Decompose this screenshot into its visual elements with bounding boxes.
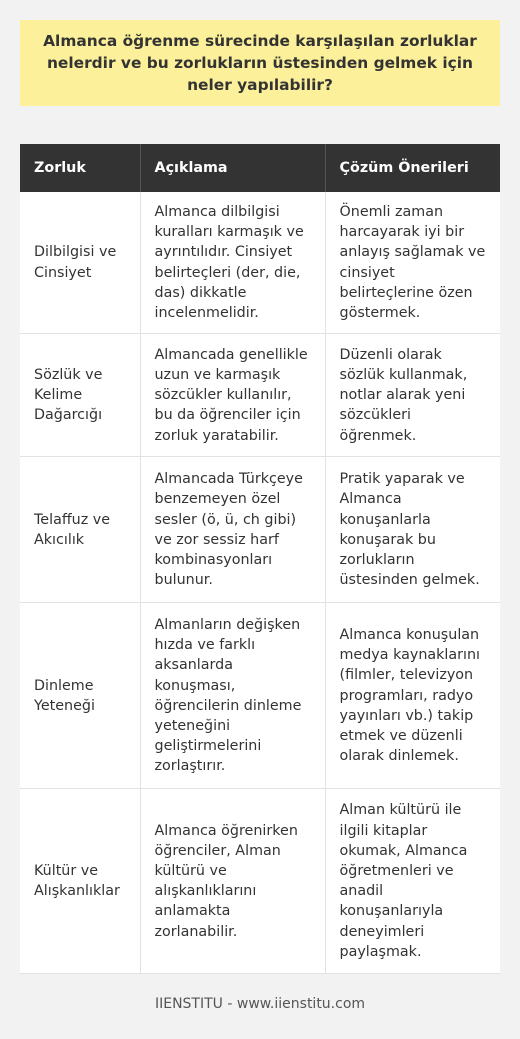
table-header-row <box>20 144 500 192</box>
cell-cozum: Önemli zaman harcayarak iyi bir anlayış sağlamak ve cinsiyet belirteçlerine özen göstermek. <box>325 192 500 334</box>
footer-credit: IIENSTITU - www.iienstitu.com <box>154 996 366 1012</box>
table-row <box>20 603 500 789</box>
cell-zorluk: Dilbilgisi ve Cinsiyet <box>20 192 140 334</box>
table-row <box>20 334 500 457</box>
header-zorluk: Zorluk <box>20 144 140 192</box>
cell-cozum: Almanca konuşulan medya kaynaklarını (filmler, televizyon programları, radyo yayınları vb.) takip etmek ve düzenli olarak dinlemek. <box>325 603 500 789</box>
page-title: Almanca öğrenme sürecinde karşılaşılan zorluklar nelerdir ve bu zorlukların üstesinden gelmek için neler yapılabilir? <box>20 20 500 106</box>
cell-cozum: Pratik yaparak ve Almanca konuşanlarla konuşarak bu zorlukların üstesinden gelmek. <box>325 457 500 603</box>
cell-cozum: Düzenli olarak sözlük kullanmak, notlar alarak yeni sözcükleri öğrenmek. <box>325 334 500 457</box>
cell-zorluk: Kültür ve Alışkanlıklar <box>20 789 140 974</box>
header-cozum: Çözüm Önerileri <box>325 144 500 192</box>
cell-cozum: Alman kültürü ile ilgili kitaplar okumak, Almanca öğretmenleri ve anadil konuşanlarıyla deneyimleri paylaşmak. <box>325 789 500 974</box>
cell-aciklama: Almancada Türkçeye benzemeyen özel sesler (ö, ü, ch gibi) ve zor sessiz harf kombinasyonları bulunur. <box>140 457 325 603</box>
table-row <box>20 192 500 334</box>
table-row <box>20 457 500 603</box>
cell-aciklama: Almanca öğrenirken öğrenciler, Alman kültürü ve alışkanlıklarını anlamakta zorlanabilir. <box>140 789 325 974</box>
cell-aciklama: Almancada genellikle uzun ve karmaşık sözcükler kullanılır, bu da öğrenciler için zorluk yaratabilir. <box>140 334 325 457</box>
cell-zorluk: Sözlük ve Kelime Dağarcığı <box>20 334 140 457</box>
cell-zorluk: Dinleme Yeteneği <box>20 603 140 789</box>
cell-aciklama: Almanların değişken hızda ve farklı aksanlarda konuşması, öğrencilerin dinleme yeteneğini geliştirmelerini zorlaştırır. <box>140 603 325 789</box>
header-aciklama: Açıklama <box>140 144 325 192</box>
cell-aciklama: Almanca dilbilgisi kuralları karmaşık ve ayrıntılıdır. Cinsiyet belirteçleri (der, die, das) dikkatle incelenmelidir. <box>140 192 325 334</box>
cell-zorluk: Telaffuz ve Akıcılık <box>20 457 140 603</box>
table-row <box>20 789 500 974</box>
challenges-table <box>20 144 500 974</box>
